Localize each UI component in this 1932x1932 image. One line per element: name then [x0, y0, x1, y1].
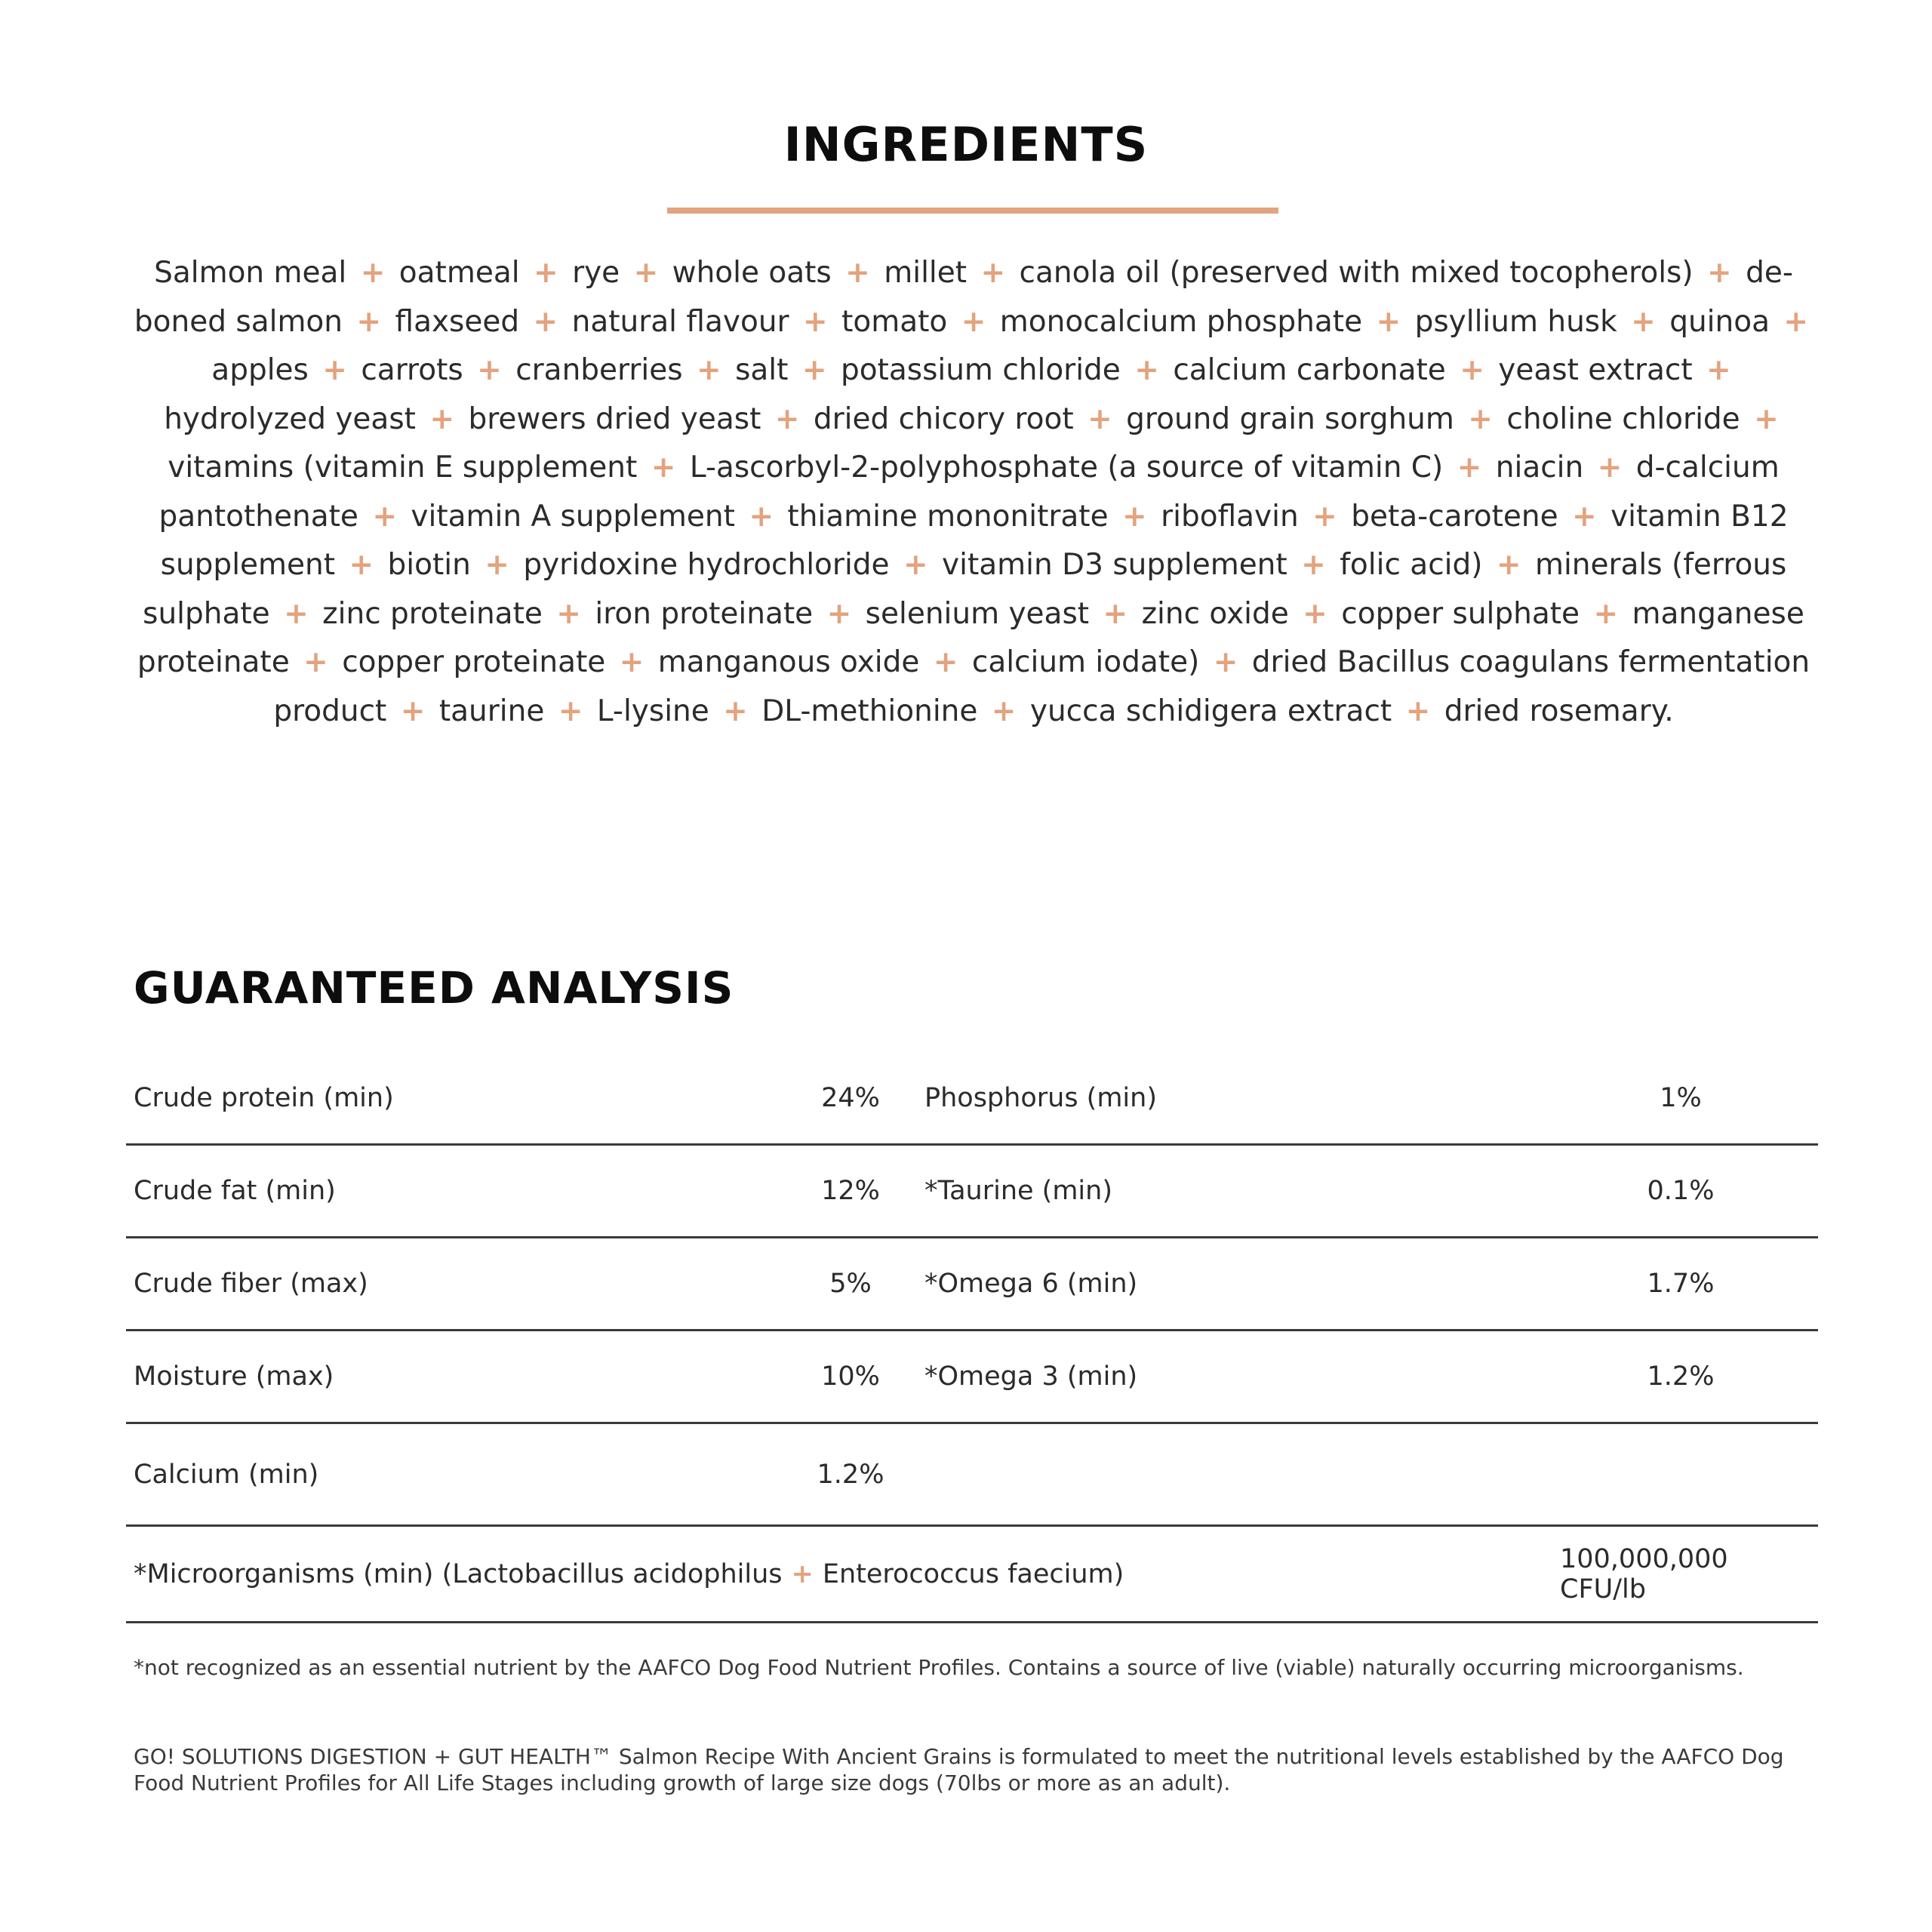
plus-separator: + [1571, 499, 1597, 534]
ingredient-item: choline chloride [1506, 401, 1740, 436]
ingredient-item: millet [884, 256, 968, 290]
plus-separator: + [558, 694, 583, 728]
ingredient-item: copper proteinate [342, 645, 606, 679]
microorganisms-label-end: Enterococcus faecium) [822, 1558, 1124, 1589]
plus-separator: + [322, 353, 347, 387]
ingredient-item: de-boned salmon [134, 256, 1793, 339]
plus-separator: + [1303, 596, 1327, 631]
nutrient-value: 5% [829, 1269, 872, 1299]
ingredient-item: niacin [1495, 451, 1584, 485]
plus-separator: + [903, 548, 928, 582]
plus-separator: + [802, 304, 828, 339]
ingredients-list [127, 249, 1820, 736]
ingredient-item: monocalcium phosphate [999, 304, 1363, 339]
nutrient-value: 1.7% [1647, 1269, 1715, 1299]
plus-separator: + [633, 256, 659, 290]
plus-separator: + [533, 256, 558, 290]
nutrient-value: 0.1% [1647, 1176, 1715, 1206]
nutrient-value: 10% [821, 1361, 880, 1392]
plus-separator: + [349, 548, 374, 582]
ingredient-item: apples [211, 353, 309, 387]
ingredient-item: Salmon meal [154, 256, 347, 290]
plus-separator: + [356, 304, 382, 339]
plus-separator: + [961, 304, 986, 339]
ingredient-item: vitamin D3 supplement [942, 548, 1287, 582]
plus-separator: + [933, 645, 958, 679]
microorganisms-label [134, 1527, 1124, 1621]
ingredient-item: rye [572, 256, 620, 290]
ingredient-item: L-lysine [596, 694, 709, 728]
plus-separator: + [651, 451, 676, 485]
table-row [126, 1146, 1818, 1238]
ingredient-item: potassium chloride [840, 353, 1121, 387]
nutrient-value: 1.2% [1647, 1361, 1715, 1392]
table-row [126, 1331, 1818, 1424]
plus-separator: + [1376, 304, 1401, 339]
plus-separator: + [801, 353, 827, 387]
ingredient-item: taurine [438, 694, 545, 728]
nutrient-label: *Taurine (min) [924, 1176, 1112, 1206]
nutrient-label: Crude protein (min) [134, 1083, 394, 1113]
nutrient-value: 12% [821, 1176, 880, 1206]
nutrient-label: Crude fat (min) [134, 1176, 336, 1206]
plus-separator: + [429, 401, 455, 436]
ingredient-item: zinc oxide [1141, 596, 1289, 631]
plus-separator: + [774, 401, 800, 436]
plus-separator: + [1631, 304, 1656, 339]
plus-separator: + [1706, 353, 1731, 387]
ingredient-item: folic acid) [1340, 548, 1483, 582]
ingredient-item: quinoa [1669, 304, 1770, 339]
ingredient-item: DL-methionine [761, 694, 978, 728]
ingredient-item: dried Bacillus coagulans fermentation product [273, 645, 1810, 728]
plus-separator: + [1213, 645, 1238, 679]
plus-separator: + [749, 499, 774, 534]
ingredient-item: minerals (ferrous sulphate [143, 548, 1787, 631]
plus-separator: + [533, 304, 558, 339]
ingredient-item: riboflavin [1161, 499, 1299, 534]
plus-separator: + [360, 256, 386, 290]
plus-separator: + [619, 645, 645, 679]
ingredient-item: dried chicory root [813, 401, 1074, 436]
plus-separator: + [556, 596, 581, 631]
ingredient-item: psyllium husk [1414, 304, 1617, 339]
nutrient-value: 1.2% [817, 1459, 884, 1490]
plus-separator: + [284, 596, 309, 631]
ingredient-item: beta-carotene [1351, 499, 1558, 534]
plus-separator: + [400, 694, 426, 728]
plus-separator: + [1468, 401, 1493, 436]
aafco-statement: GO! SOLUTIONS DIGESTION + GUT HEALTH™ Salmon Recipe With Ancient Grains is formulated to meet the nutritional levels established by the AAFCO Dog Food Nutrient Profiles for All Life Stages including growth of large size dogs (70lbs or more as an adult). [134, 1744, 1784, 1795]
plus-separator: + [485, 548, 509, 582]
nutrient-value: 1% [1660, 1083, 1702, 1113]
nutrient-label: Phosphorus (min) [924, 1083, 1157, 1113]
plus-separator: + [826, 596, 852, 631]
ingredient-item: vitamin B12 supplement [160, 499, 1789, 582]
ingredient-item: yeast extract [1498, 353, 1693, 387]
ingredient-item: yucca schidigera extract [1029, 694, 1392, 728]
microorganisms-value: 100,000,000 CFU/lb [1560, 1543, 1728, 1604]
ingredient-item: L-ascorbyl-2-polyphosphate (a source of vitamin C) [689, 451, 1444, 485]
ingredient-item: flaxseed [395, 304, 520, 339]
plus-separator: + [696, 353, 721, 387]
ingredient-item: iron proteinate [595, 596, 814, 631]
ingredient-item: pyridoxine hydrochloride [523, 548, 890, 582]
nutrient-label: *Omega 6 (min) [924, 1269, 1138, 1299]
ingredient-item: zinc proteinate [322, 596, 543, 631]
table-row [126, 1238, 1818, 1331]
plus-separator: + [845, 256, 870, 290]
ingredient-item: canola oil (preserved with mixed tocopherols) [1019, 256, 1694, 290]
nutrient-label: Moisture (max) [134, 1361, 334, 1392]
plus-separator: + [1496, 548, 1521, 582]
ingredient-item: whole oats [672, 256, 832, 290]
ingredient-item: calcium carbonate [1173, 353, 1446, 387]
nutrient-label: Calcium (min) [134, 1459, 319, 1490]
plus-separator: + [991, 694, 1017, 728]
analysis-title: GUARANTEED ANALYSIS [134, 962, 734, 1014]
plus-separator: + [1122, 499, 1147, 534]
nutrient-label: *Omega 3 (min) [924, 1361, 1138, 1392]
ingredient-item: carrots [361, 353, 463, 387]
ingredient-item: natural flavour [571, 304, 789, 339]
analysis-table [126, 1053, 1818, 1623]
plus-separator: + [1088, 401, 1112, 436]
ingredient-item: selenium yeast [865, 596, 1090, 631]
ingredients-divider [667, 208, 1278, 214]
plus-separator: + [303, 645, 328, 679]
ingredient-item: vitamin A supplement [411, 499, 735, 534]
plus-separator: + [477, 353, 502, 387]
nutrient-value: 24% [821, 1083, 880, 1113]
plus-separator: + [1457, 451, 1482, 485]
footnote: *not recognized as an essential nutrient by the AAFCO Dog Food Nutrient Profiles. Contains a source of live (viable) naturally occurring microorganisms. [134, 1655, 1744, 1680]
table-row [126, 1424, 1818, 1527]
plus-separator: + [1134, 353, 1159, 387]
table-row [126, 1053, 1818, 1146]
ingredient-item: vitamins (vitamin E supplement [168, 451, 638, 485]
ingredient-item: hydrolyzed yeast [164, 401, 416, 436]
ingredient-item: salt [735, 353, 789, 387]
ingredient-item: oatmeal [398, 256, 520, 290]
ingredient-item: dried rosemary. [1444, 694, 1674, 728]
ingredient-item: manganous oxide [657, 645, 920, 679]
ingredient-item: d-calcium pantothenate [158, 451, 1780, 534]
plus-separator: + [372, 499, 397, 534]
plus-separator: + [1460, 353, 1484, 387]
ingredient-item: calcium iodate) [971, 645, 1200, 679]
plus-separator: + [1103, 596, 1128, 631]
ingredient-item: tomato [841, 304, 948, 339]
ingredient-item: cranberries [515, 353, 683, 387]
ingredient-item: biotin [387, 548, 471, 582]
plus-separator: + [723, 694, 748, 728]
ingredient-item: thiamine mononitrate [787, 499, 1109, 534]
plus-separator: + [980, 256, 1006, 290]
ingredient-item: brewers dried yeast [468, 401, 761, 436]
plus-separator: + [1783, 304, 1809, 339]
plus-separator: + [1301, 548, 1326, 582]
ingredient-item: copper sulphate [1341, 596, 1580, 631]
plus-separator: + [1754, 401, 1779, 436]
nutrient-label: Crude fiber (max) [134, 1269, 368, 1299]
microorganisms-row [126, 1527, 1818, 1623]
microorganisms-label-start: *Microorganisms (min) (Lactobacillus acidophilus [134, 1558, 783, 1589]
ingredient-item: manganese proteinate [137, 596, 1804, 679]
plus-separator: + [1312, 499, 1337, 534]
ingredient-item: ground grain sorghum [1126, 401, 1454, 436]
plus-separator: + [1593, 596, 1619, 631]
plus-separator: + [1706, 256, 1732, 290]
plus-separator: + [1405, 694, 1431, 728]
ingredients-title: INGREDIENTS [783, 117, 1149, 172]
plus-separator: + [1597, 451, 1623, 485]
plus-separator: + [791, 1558, 814, 1589]
